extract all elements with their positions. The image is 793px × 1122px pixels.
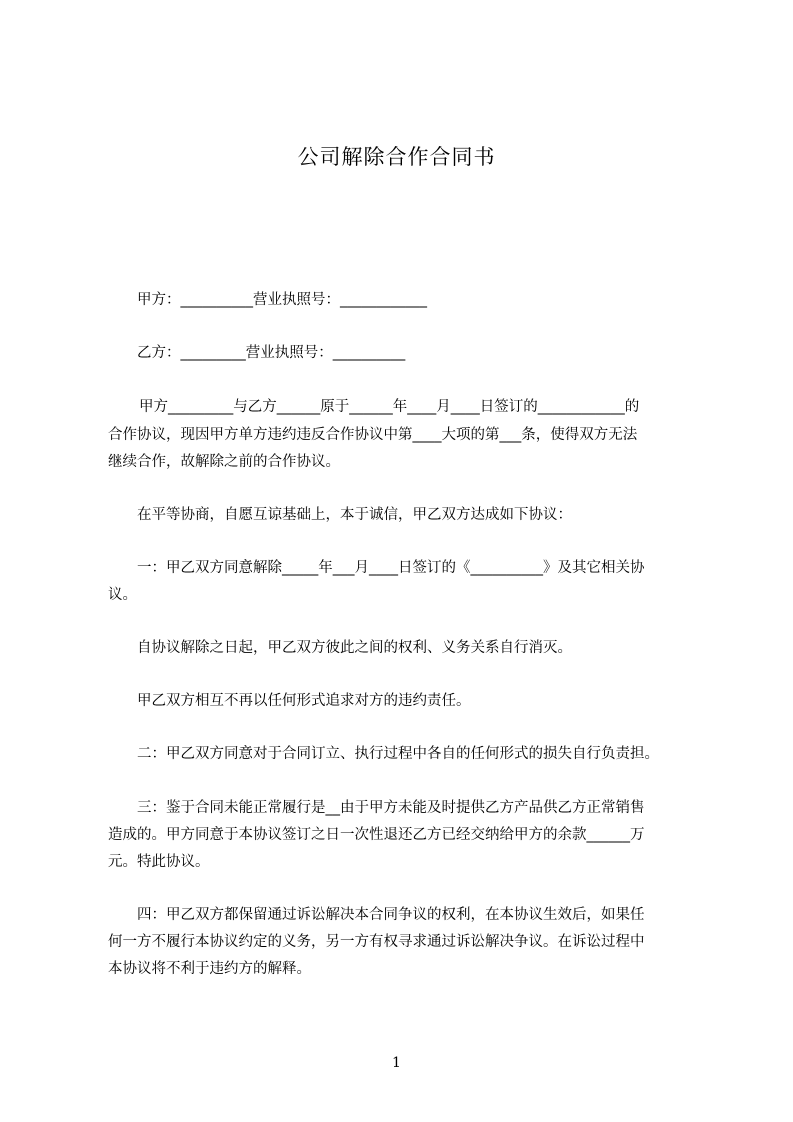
page-number: 1	[392, 1055, 401, 1071]
clause-1-line-1: 一：甲乙双方同意解除_____年___月____日签订的《__________》及其它相关协	[137, 560, 645, 576]
intro-line-3: 继续合作，故解除之前的合作协议。	[108, 454, 340, 470]
negotiation-line: 在平等协商，自愿互谅基础上，本于诚信，甲乙双方达成如下协议：	[137, 507, 572, 523]
clause-1-sub-1: 自协议解除之日起，甲乙双方彼此之间的权利、义务关系自行消灭。	[137, 640, 572, 656]
party-a-line: 甲方：__________营业执照号：____________	[137, 292, 427, 308]
party-b-line: 乙方：_________营业执照号：__________	[137, 345, 406, 361]
clause-1-sub-2: 甲乙双方相互不再以任何形式追求对方的违约责任。	[137, 693, 471, 709]
clause-3-line-2: 造成的。甲方同意于本协议签订之日一次性退还乙方已经交纳给甲方的余款______万	[108, 827, 645, 843]
clause-4-line-1: 四：甲乙双方都保留通过诉讼解决本合同争议的权利，在本协议生效后，如果任	[137, 907, 645, 923]
intro-line-1: 甲方_________与乙方______原于______年____月____日签订的____________的	[139, 399, 640, 415]
document-title: 公司解除合作合同书	[297, 145, 496, 169]
clause-3-line-1: 三：鉴于合同未能正常履行是__由于甲方未能及时提供乙方产品供乙方正常销售	[137, 800, 645, 816]
clause-1-line-2: 议。	[108, 587, 137, 603]
clause-3-line-3: 元。特此协议。	[108, 854, 210, 870]
intro-line-2: 合作协议，现因甲方单方违约违反合作协议中第____大项的第___条，使得双方无法	[108, 427, 638, 443]
clause-4-line-3: 本协议将不利于违约方的解释。	[108, 961, 311, 977]
clause-4-line-2: 何一方不履行本协议约定的义务，另一方有权寻求通过诉讼解决争议。在诉讼过程中	[108, 934, 645, 950]
clause-2-line: 二：甲乙双方同意对于合同订立、执行过程中各自的任何形式的损失自行负责担。	[137, 746, 659, 762]
